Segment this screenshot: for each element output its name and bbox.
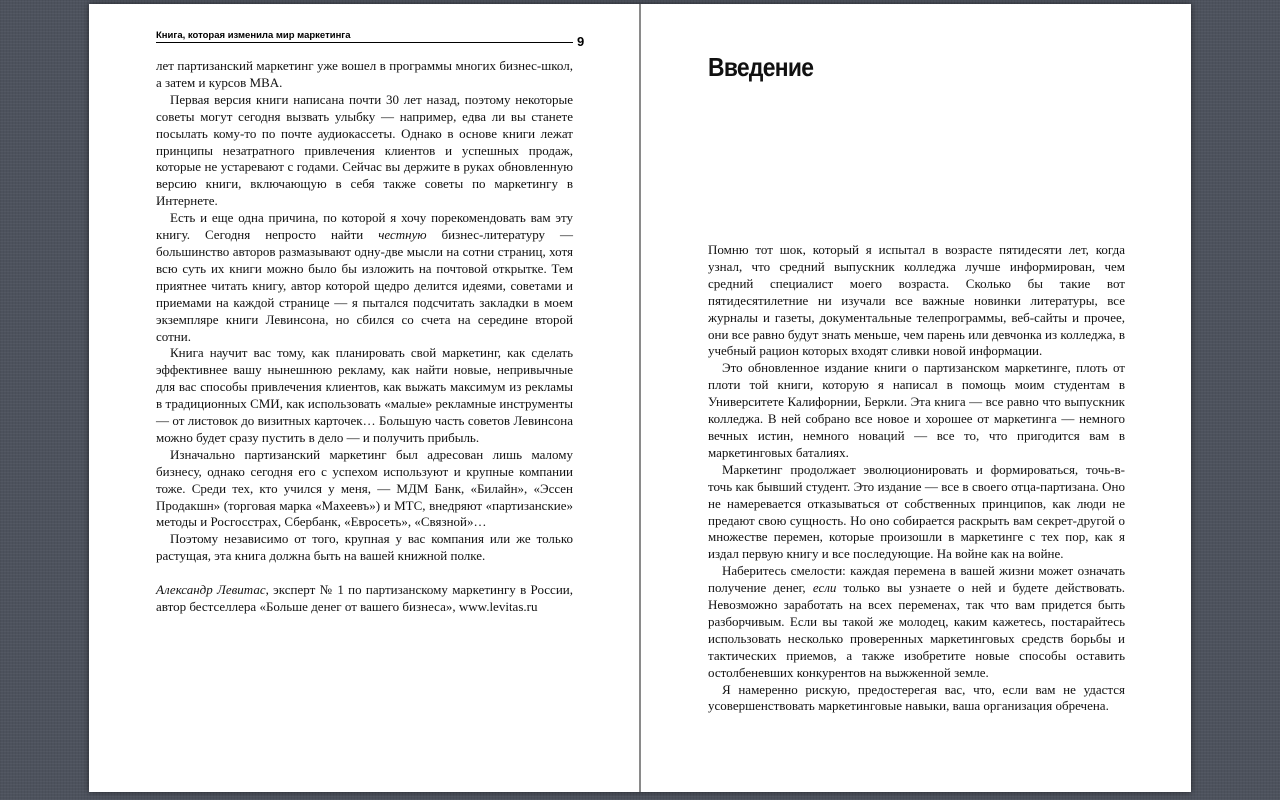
paragraph	[156, 210, 573, 345]
paragraph-text: только вы узнаете о ней и будете действовать. Невозможно заработать на всех переменах, так что вам придется быть разборчивым. Если вы такой же молодец, каким кажетесь, постарайтесь использовать несколько проверенных маркетинговых средств борьбы и тактических приемов, а также изобретите новые способы оставить остолбеневших конкурентов на выжженной земле.	[708, 580, 1125, 680]
paragraph	[708, 563, 1125, 681]
paragraph: Помню тот шок, который я испытал в возрасте пятидесяти лет, когда узнал, что средний выпускник колледжа лучше информирован, чем средний специалист моего возраста. Сколько бы такие вот пятидесятилетние ни изучали все важные новинки литературы, все журналы и газеты, документальные телепрограммы, веб-сайты и прочее, они все равно будут знать меньше, чем парень или девчонка из колледжа, в учебный рацион которых входят сливки новой информации.	[708, 242, 1125, 359]
book-spread	[89, 4, 1191, 792]
paragraph: Это обновленное издание книги о партизанском маркетинге, плоть от плоти той книги, которую я написал в помощь моим студентам в Университете Калифорнии, Беркли. Эта книга — все равно что выпускник колледжа. В ней собрано все новое и хорошее от маркетинга — немного вечных истин, немного новаций — все то, что пригодится вам в маркетинговых баталиях.	[708, 360, 1125, 460]
right-page-body	[708, 242, 1125, 715]
chapter-title: Введение	[708, 52, 814, 82]
paragraph: Книга научит вас тому, как планировать свой маркетинг, как сделать эффективнее вашу нынешнюю рекламу, как найти новые, непривычные для вас способы привлечения клиентов, как выжать максимум из рекламы в традиционных СМИ, как использовать «малые» рекламные инструменты — от листовок до визитных карточек… Большую часть советов Левинсона можно будет сразу пустить в дело — и получить прибыль.	[156, 345, 573, 445]
paragraph: Изначально партизанский маркетинг был адресован лишь малому бизнесу, однако сегодня его с успехом используют и крупные компании тоже. Среди тех, кто учился у меня, — МДМ Банк, «Билайн», «Эссен Продакшн» (торговая марка «Махеевъ») и МТС, внедряют «партизанские» методы и Росгосстрах, Сбербанк, «Евросеть», «Связной»…	[156, 446, 573, 530]
signature-name: Александр Левитас	[156, 582, 266, 598]
right-page	[641, 4, 1191, 792]
spacer	[156, 565, 573, 582]
left-page	[89, 4, 639, 792]
paragraph: Я намеренно рискую, предостерегая вас, что, если вам не удастся усовершенствовать маркетинговые навыки, ваша организация обречена.	[708, 681, 1125, 714]
emphasis-word: честную	[378, 227, 427, 243]
page-number: 9	[577, 34, 585, 49]
running-head: Книга, которая изменила мир маркетинга	[156, 30, 573, 43]
emphasis-word: если	[812, 580, 837, 596]
paragraph-text: бизнес-литературу — большинство авторов размазывают одну-две мысли на сотни страниц, хотя всю суть их книги можно было бы изложить на почтовой открытке. Тем приятнее читать книгу, автор которой щедро делится идеями, советами и приемами на каждой странице — я пытался подсчитать закладки в моем экземпляре книги Левинсона, но сбился со счета на середине второй сотни.	[156, 227, 573, 344]
signature	[156, 582, 573, 616]
paragraph: Поэтому независимо от того, крупная у вас компания или же только растущая, эта книга должна быть на вашей книжной полке.	[156, 531, 573, 564]
left-page-body	[156, 58, 573, 616]
paragraph: Первая версия книги написана почти 30 лет назад, поэтому некоторые советы могут сегодня вызвать улыбку — например, едва ли вы станете посылать кому-то по почте аудиокассеты. Однако в основе книги лежат принципы незатратного привлечения клиентов и успешных продаж, которые не устаревают с годами. Сейчас вы держите в руках обновленную версию книги, включающую в себя также советы по маркетингу в Интернете.	[156, 91, 573, 209]
signature-text: , эксперт № 1 по партизанскому маркетингу в России, автор бестселлера «Больше денег от вашего бизнеса», www.levitas.ru	[156, 582, 573, 615]
paragraph: лет партизанский маркетинг уже вошел в программы многих бизнес-школ, а затем и курсов MBA.	[156, 58, 573, 90]
paragraph: Маркетинг продолжает эволюционировать и формироваться, точь-в-точь как бывший студент. Это издание — все в своего отца-партизана. Оно не намеревается отказываться от собственных принципов, как люди не предают свою сущность. Но оно собирается раскрыть вам секрет-другой о множестве перемен, которые произошли в маркетинге с тех пор, как я издал первую книгу и все последующие. На войне как на войне.	[708, 461, 1125, 562]
paragraph-text: Наберитесь смелости: каждая перемена в вашей жизни может означать получение денег,	[708, 563, 1125, 596]
paragraph-text: Есть и еще одна причина, по которой я хочу порекомендовать вам эту книгу. Сегодня непросто найти	[156, 210, 573, 243]
